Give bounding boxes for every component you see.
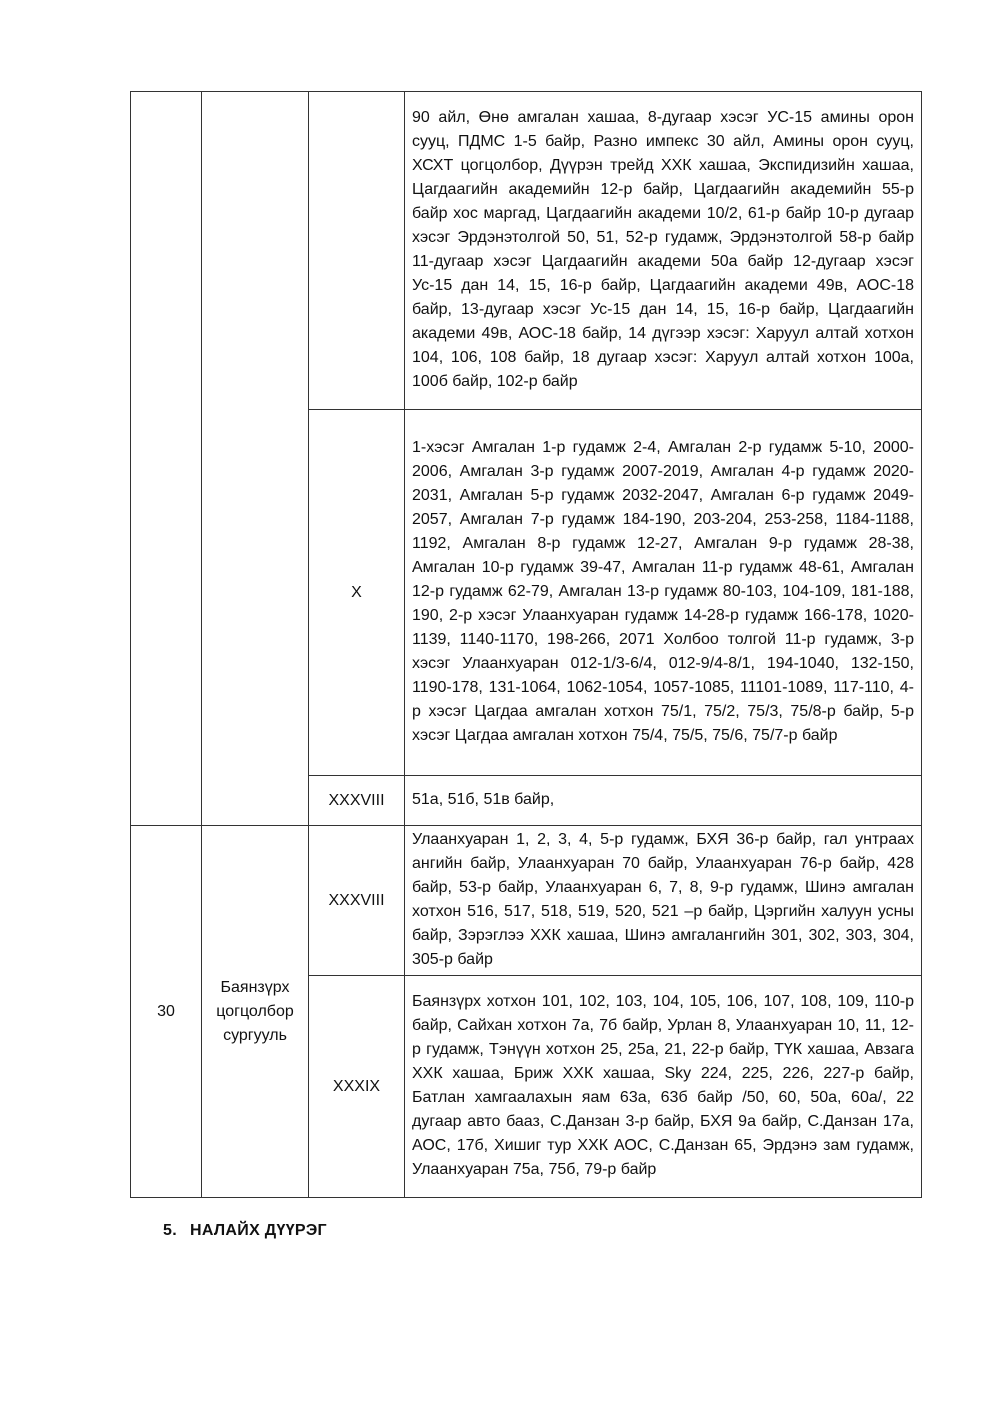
section-cell bbox=[309, 92, 405, 410]
school-name-cell bbox=[202, 92, 309, 826]
section-cell: X bbox=[309, 410, 405, 776]
section-cell: XXXVIII bbox=[309, 776, 405, 826]
address-cell: 90 айл, Өнө амгалан хашаа, 8-дугаар хэсэг УС-15 амины орон сууц, ПДМС 1-5 байр, Разно импекс 30 айл, Амины орон сууц, ХСХТ цогцолбор, Дүүрэн трейд ХХК хашаа, Экспидизийн хашаа, Цагдаагийн академийн 12-р байр, Цагдаагийн академийн 55-р байр хос маргад, Цагдаагийн академи 10/2, 61-р байр 10-р дугаар хэсэг Эрдэнэтолгой 50, 51, 52-р гудамж, Эрдэнэтолгой 58-р байр 11-дугаар хэсэг Цагдаагийн академи 50а байр 12-дугаар хэсэг Ус-15 дан 14, 15, 16-р байр, Цагдаагийн академи 49в, АОС-18 байр, 13-дугаар хэсэг Ус-15 дан 14, 15, 16-р байр, Цагдаагийн академи 49в, АОС-18 байр, 14 дүгээр хэсэг: Харуул алтай хотхон 104, 106, 108 байр, 18 дугаар хэсэг: Харуул алтай хотхон 100а, 100б байр, 102-р байр bbox=[405, 92, 922, 410]
row-number-cell: 30 bbox=[131, 826, 202, 1198]
address-cell: Баянзүрх хотхон 101, 102, 103, 104, 105, 106, 107, 108, 109, 110-р байр, Сайхан хотхон 7а, 7б байр, Урлан 8, Улаанхуаран 10, 11, 12-р гудамж, Тэнүүн хотхон 25, 25а, 21, 22-р байр, ТҮК хашаа, Авзага ХХК хашаа, Бриж ХХК хашаа, Sky 224, 225, 226, 227-р байр, Батлан хамгаалахын яам 63а, 63б байр /50, 60, 50а, 60а/, 22 дугаар авто бааз, С.Данзан 3-р байр, БХЯ 9а байр, С.Данзан 17а, АОС, 17б, Хишиг тур ХХК АОС, С.Данзан 65, Эрдэнэ зам гудамж, Улаанхуаран 75а, 75б, 79-р байр bbox=[405, 976, 922, 1198]
address-cell: Улаанхуаран 1, 2, 3, 4, 5-р гудамж, БХЯ 36-р байр, гал унтраах ангийн байр, Улаанхуаран 70 байр, Улаанхуаран 76-р байр, 428 байр, 53-р байр, Улаанхуаран 6, 7, 8, 9-р гудамж, Шинэ амгалан хотхон 516, 517, 518, 519, 520, 521 –р байр, Цэргийн халуун усны байр, Зэрэглээ ХХК хашаа, Шинэ амгалангийн 301, 302, 303, 304, 305-р байр bbox=[405, 826, 922, 976]
school-district-table bbox=[130, 91, 922, 1198]
row-number-cell bbox=[131, 92, 202, 826]
section-heading bbox=[163, 1222, 327, 1240]
school-name-cell: Баянзүрх цогцолбор сургууль bbox=[202, 826, 309, 1198]
section-cell: XXXIX bbox=[309, 976, 405, 1198]
section-heading-title: НАЛАЙХ ДҮҮРЭГ bbox=[190, 1222, 327, 1239]
table-row bbox=[131, 92, 922, 410]
section-cell: XXXVIII bbox=[309, 826, 405, 976]
section-heading-number: 5. bbox=[163, 1222, 177, 1239]
address-cell: 1-хэсэг Амгалан 1-р гудамж 2-4, Амгалан 2-р гудамж 5-10, 2000-2006, Амгалан 3-р гудамж 2007-2019, Амгалан 4-р гудамж 2020-2031, Амгалан 5-р гудамж 2032-2047, Амгалан 6-р гудамж 2049-2057, Амгалан 7-р гудамж 184-190, 203-204, 253-258, 1184-1188, 1192, Амгалан 8-р гудамж 12-27, Амгалан 9-р гудамж 28-38, Амгалан 10-р гудамж 39-47, Амгалан 11-р гудамж 48-61, Амгалан 12-р гудамж 62-79, Амгалан 13-р гудамж 80-103, 104-109, 181-188, 190, 2-р хэсэг Улаанхуаран гудамж 14-28-р гудамж 166-178, 1020-1139, 1140-1170, 198-266, 2071 Холбоо толгой 11-р гудамж, 3-р хэсэг Улаанхуаран 012-1/3-6/4, 012-9/4-8/1, 194-1040, 132-150, 1190-178, 131-1064, 1062-1054, 1057-1085, 11101-1089, 117-110, 4-р хэсэг Цагдаа амгалан хотхон 75/1, 75/2, 75/3, 75/8-р байр, 5-р хэсэг Цагдаа амгалан хотхон 75/4, 75/5, 75/6, 75/7-р байр bbox=[405, 410, 922, 776]
address-cell: 51а, 51б, 51в байр, bbox=[405, 776, 922, 826]
table-row bbox=[131, 826, 922, 976]
